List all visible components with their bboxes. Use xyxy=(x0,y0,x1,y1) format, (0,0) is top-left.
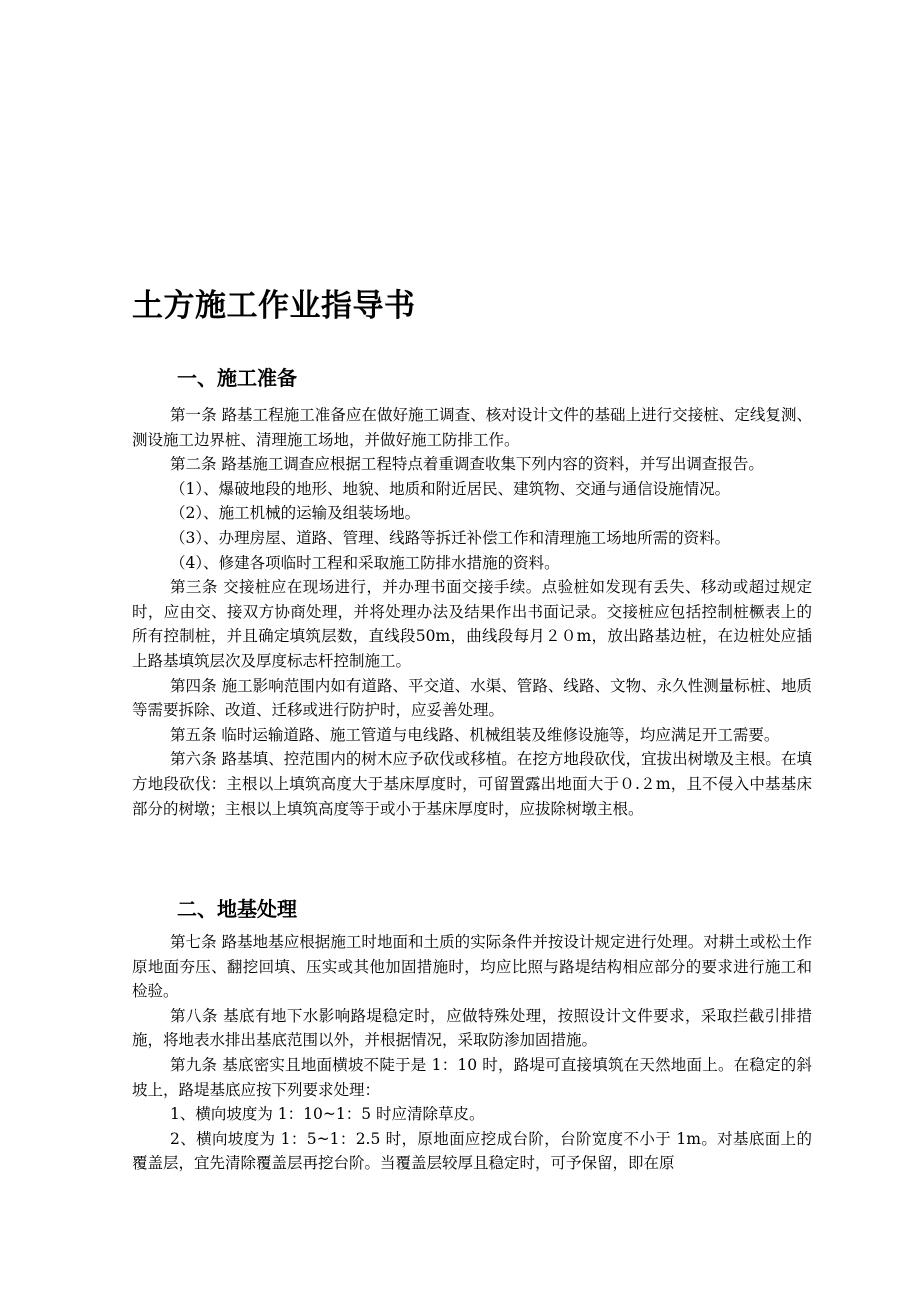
article-8-paragraph: 第八条 基底有地下水影响路堤稳定时，应做特殊处理，按照设计文件要求，采取拦截引排措施，将地表水排出基底范围以外，并根据情况，采取防渗加固措施。 xyxy=(132,1006,812,1050)
article-3-paragraph: 第三条 交接桩应在现场进行，并办理书面交接手续。点验桩如发现有丢失、移动或超过规定时，应由交、接双方协商处理，并将处理办法及结果作出书面记录。交接桩应包括控制桩橛表上的所有控制桩，并且确定填筑层数，直线段50m，曲线段每月２０m，放出路基边桩，在边桩处应插上路基填筑层次及厚度标志杆控制施工。 xyxy=(132,578,812,670)
list-item: （3）、办理房屋、道路、管理、线路等拆迁补偿工作和清理施工场地所需的资料。 xyxy=(170,528,731,547)
article-5-paragraph: 第五条 临时运输道路、施工管道与电线路、机械组装及维修设施等，均应满足开工需要。 xyxy=(170,725,780,744)
list-item: 1、横向坡度为 1：10~1：5 时应清除草皮。 xyxy=(170,1105,485,1124)
list-item: （4）、修建各项临时工程和采取施工防排水措施的资料。 xyxy=(170,553,560,572)
list-item: （2）、施工机械的运输及组装场地。 xyxy=(170,504,421,523)
section-heading-preparation: 一、施工准备 xyxy=(177,366,297,390)
section-body-preparation xyxy=(132,403,812,821)
article-4-paragraph: 第四条 施工影响范围内如有道路、平交道、水渠、管路、线路、文物、永久性测量标桩、地质等需要拆除、改道、迁移或进行防护时，应妥善处理。 xyxy=(132,676,812,720)
article-7-paragraph: 第七条 路基地基应根据施工时地面和土质的实际条件并按设计规定进行处理。对耕土或松土作原地面夯压、翻挖回填、压实或其他加固措施时，均应比照与路堤结构相应部分的要求进行施工和检验。 xyxy=(132,933,812,1001)
list-item: 2、横向坡度为 1：5~1：2.5 时，原地面应挖成台阶，台阶宽度不小于 1m。对基底面上的覆盖层，宜先清除覆盖层再挖台阶。当覆盖层较厚且稳定时，可予保留，即在原 xyxy=(132,1129,812,1173)
section-heading-foundation: 二、地基处理 xyxy=(177,897,297,921)
article-1-paragraph: 第一条 路基工程施工准备应在做好施工调查、核对设计文件的基础上进行交接桩、定线复测、测设施工边界桩、清理施工场地，并做好施工防排工作。 xyxy=(132,406,812,449)
list-item: （1）、爆破地段的地形、地貌、地质和附近居民、建筑物、交通与通信设施情况。 xyxy=(170,479,731,498)
article-9-paragraph: 第九条 基底密实且地面横坡不陡于是 1：10 时，路堤可直接填筑在天然地面上。在稳定的斜坡上，路堤基底应按下列要求处理： xyxy=(132,1055,812,1099)
document-title: 土方施工作业指导书 xyxy=(132,288,416,324)
section-body-foundation xyxy=(132,930,812,1176)
article-6-paragraph: 第六条 路基填、控范围内的树木应予砍伐或移植。在挖方地段砍伐，宜拔出树墩及主根。在填方地段砍伐：主根以上填筑高度大于基床厚度时，可留置露出地面大于０.２m，且不侵入中基基床部分的树墩；主根以上填筑高度等于或小于基床厚度时，应拔除树墩主根。 xyxy=(132,750,812,818)
article-2-paragraph: 第二条 路基施工调查应根据工程特点着重调查收集下列内容的资料，并写出调查报告。 xyxy=(170,455,764,474)
